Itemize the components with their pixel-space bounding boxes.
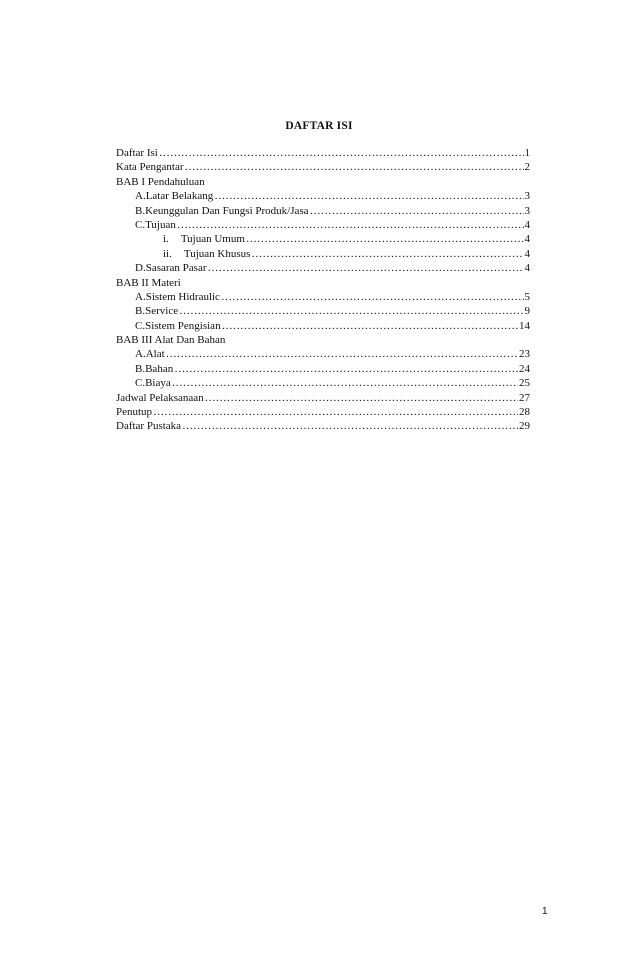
toc-entry-label: Daftar Pustaka <box>116 420 182 433</box>
toc-entry-label: Jadwal Pelaksanaan <box>116 391 204 404</box>
toc-entry-label: Sistem Pengisian <box>145 319 221 332</box>
toc-entry-marker: C. <box>135 218 146 231</box>
toc-entry-marker: B. <box>135 362 146 375</box>
toc-entry-marker: B. <box>135 305 146 318</box>
page-number: 1 <box>542 906 548 917</box>
toc-entry-page: 5 <box>524 290 530 303</box>
toc-entry <box>116 376 530 390</box>
dot-leader <box>221 290 524 304</box>
toc-entry-page: 28 <box>519 406 530 419</box>
toc-chapter-label: BAB I Pendahuluan <box>116 175 205 188</box>
toc-entry-page: 4 <box>524 262 530 275</box>
toc-entry <box>116 204 530 218</box>
toc-entry-marker: D. <box>135 262 146 275</box>
toc-entry <box>116 405 530 419</box>
toc-entry <box>116 419 530 433</box>
dot-leader <box>310 204 524 218</box>
toc-entry-page: 25 <box>519 377 530 390</box>
toc-entry-label: Alat <box>145 348 165 361</box>
toc-entry <box>116 232 530 246</box>
toc-entry-marker: i. <box>163 233 169 246</box>
dot-leader <box>208 261 524 275</box>
toc-entry-page: 29 <box>519 420 530 433</box>
toc-entry-label: Sistem Hidraulic <box>145 290 220 303</box>
toc-entry-marker: B. <box>135 204 146 217</box>
toc-entry <box>116 304 530 318</box>
toc-entry <box>116 218 530 232</box>
toc-entry-label: Biaya <box>145 377 171 390</box>
dot-leader <box>179 304 523 318</box>
dot-leader <box>166 347 518 361</box>
toc-entry-label: Tujuan Umum <box>180 233 245 246</box>
dot-leader <box>174 362 518 376</box>
toc-entry-label: Sasaran Pasar <box>145 262 207 275</box>
toc-entry <box>116 261 530 275</box>
toc-entry <box>116 391 530 405</box>
toc-entry-page: 4 <box>524 218 530 231</box>
dot-leader <box>214 189 523 203</box>
toc-entry-marker: A. <box>135 190 146 203</box>
toc-entry-page: 4 <box>524 233 530 246</box>
toc-entry-label: Tujuan <box>145 218 176 231</box>
toc-entry <box>116 319 530 333</box>
dot-leader <box>182 419 518 433</box>
page-title: DAFTAR ISI <box>285 120 353 132</box>
toc-entry <box>116 146 530 160</box>
toc-entry-label: Service <box>145 305 179 318</box>
toc-entry-page: 3 <box>524 190 530 203</box>
toc-entry-page: 9 <box>524 305 530 318</box>
dot-leader <box>185 160 524 174</box>
toc-chapter-label: BAB III Alat Dan Bahan <box>116 334 226 347</box>
toc-entry-marker: A. <box>135 290 146 303</box>
toc-entry <box>116 160 530 174</box>
toc-entry-page: 4 <box>524 247 530 260</box>
toc-entry-label: Bahan <box>145 362 174 375</box>
toc-entry <box>116 247 530 261</box>
toc-chapter-heading <box>116 276 530 290</box>
toc-entry-page: 1 <box>524 147 530 159</box>
dot-leader <box>159 146 524 160</box>
toc-entry-page: 27 <box>519 391 530 404</box>
toc-entry-page: 14 <box>519 319 530 332</box>
toc-entry-marker: ii. <box>163 247 172 260</box>
toc-entry-marker: C. <box>135 319 146 332</box>
dot-leader <box>153 405 518 419</box>
dot-leader <box>246 232 524 246</box>
dot-leader <box>177 218 524 232</box>
dot-leader <box>222 319 518 333</box>
toc-entry-page: 24 <box>519 362 530 375</box>
toc-entry-label: Penutup <box>116 406 153 419</box>
toc-entry-page: 23 <box>519 348 530 361</box>
dot-leader <box>251 247 523 261</box>
toc-entry-label: Tujuan Khusus <box>183 247 251 260</box>
toc-chapter-heading <box>116 333 530 347</box>
toc-chapter-heading <box>116 175 530 189</box>
toc-entry <box>116 362 530 376</box>
toc-entry <box>116 189 530 203</box>
toc-chapter-label: BAB II Materi <box>116 276 181 289</box>
toc-entry-marker: C. <box>135 377 146 390</box>
dot-leader <box>205 391 518 405</box>
toc-entry-label: Latar Belakang <box>145 190 214 203</box>
toc-entry <box>116 290 530 304</box>
dot-leader <box>172 376 518 390</box>
toc-entry-page: 2 <box>524 161 530 174</box>
toc-entry <box>116 347 530 361</box>
toc-entry-page: 3 <box>524 204 530 217</box>
toc-entry-label: Kata Pengantar <box>116 161 184 174</box>
toc-entry-label: Daftar Isi <box>116 147 158 159</box>
toc-entry-label: Keunggulan Dan Fungsi Produk/Jasa <box>145 204 309 217</box>
table-of-contents <box>116 146 530 434</box>
toc-entry-marker: A. <box>135 348 146 361</box>
